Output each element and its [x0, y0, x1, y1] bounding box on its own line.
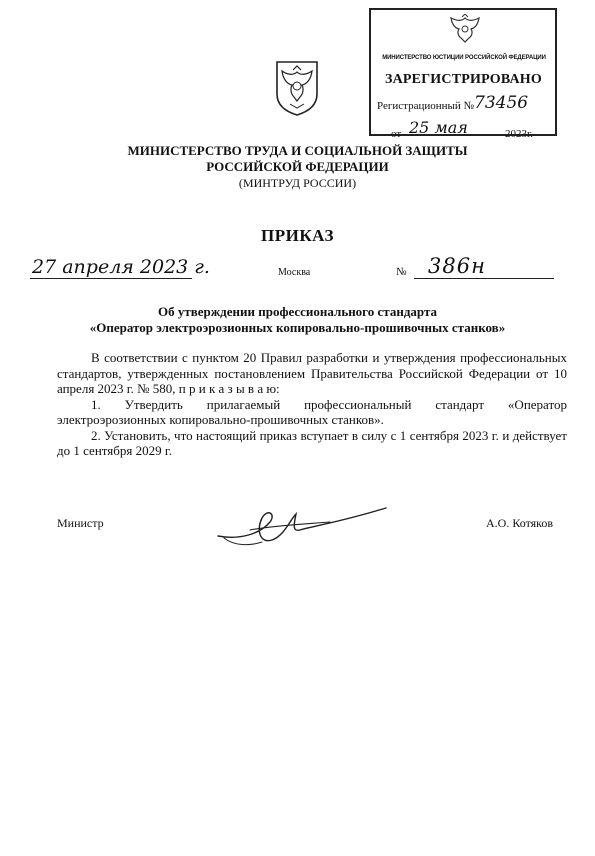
number-underline	[414, 278, 554, 279]
order-title-line-1: Об утверждении профессионального стандарта	[157, 304, 437, 319]
order-title	[40, 304, 555, 336]
date-underline	[30, 278, 192, 279]
order-date: 27 апреля 2023 г.	[32, 256, 210, 278]
order-body	[57, 350, 567, 459]
coat-of-arms-icon	[272, 60, 322, 116]
stamp-reg-number: 73456	[474, 93, 529, 113]
handwritten-signature	[210, 500, 390, 550]
paragraph-item-1: 1. Утвердить прилагаемый профессиональный стандарт «Оператор электроэрозионных копировально-прошивочных станков».	[57, 396, 567, 427]
ministry-line-1: МИНИСТЕРСТВО ТРУДА И СОЦИАЛЬНОЙ ЗАЩИТЫ	[127, 143, 468, 158]
stamp-year: 2023г.	[505, 128, 534, 140]
document-type: ПРИКАЗ	[261, 226, 334, 245]
stamp-reg-label: Регистрационный №	[377, 100, 475, 112]
signatory-title: Министр	[57, 516, 104, 530]
stamp-from-label: от	[391, 128, 402, 140]
paragraph-item-2: 2. Установить, что настоящий приказ вступает в силу с 1 сентября 2023 г. и действует до 1 сентября 2029 г.	[57, 427, 567, 458]
stamp-ministry: МИНИСТЕРСТВО ЮСТИЦИИ РОССИЙСКОЙ ФЕДЕРАЦИИ	[382, 55, 546, 61]
ministry-name	[100, 143, 495, 175]
number-sign: №	[396, 266, 407, 278]
order-number: 386н	[428, 254, 486, 278]
ministry-short-name: (МИНТРУД РОССИИ)	[238, 176, 357, 190]
registration-stamp	[369, 8, 557, 140]
stamp-date: 25 мая	[409, 118, 468, 137]
ministry-line-2: РОССИЙСКОЙ ФЕДЕРАЦИИ	[206, 159, 389, 174]
stamp-title: ЗАРЕГИСТРИРОВАНО	[385, 72, 542, 87]
paragraph-preamble: В соответствии с пунктом 20 Правил разработки и утверждения профессиональных стандартов, утвержденных постановлением Правительства Российской Федерации от 10 апреля 2023 г. № 580, п р и к а з ы в а ю:	[57, 350, 567, 396]
order-title-line-2: «Оператор электроэрозионных копировально-прошивочных станков»	[89, 320, 506, 335]
stamp-emblem-icon	[445, 14, 485, 44]
city: Москва	[278, 267, 311, 278]
signatory-name: А.О. Котяков	[486, 516, 554, 530]
